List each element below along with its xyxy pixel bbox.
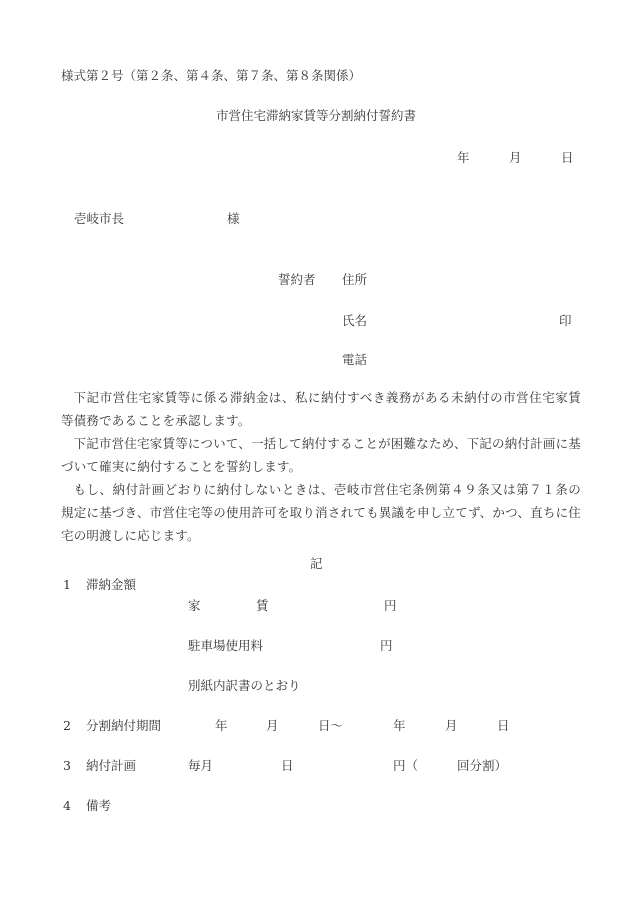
item3-label: 納付計画 — [86, 758, 137, 773]
item4-label: 備考 — [86, 798, 112, 813]
payment-yen-label: 円（ — [393, 758, 419, 773]
body-paragraph-3: もし、納付計画どおりに納付しないときは、壱岐市営住宅条例第４９条又は第７１条の規定に基づき、市営住宅等の使用許可を取り消されても異議を申し立てず、かつ、直ちに住宅の明渡しに応じます。 — [61, 482, 581, 543]
parking-unit: 円 — [380, 638, 393, 653]
rent-label-2: 賃 — [256, 598, 269, 613]
monthly-label: 毎月 — [188, 758, 214, 773]
period-end-month: 月 — [445, 718, 458, 733]
form-label: 様式第２号（第２条、第４条、第７条、第８条関係） — [61, 68, 362, 83]
seal-label: 印 — [559, 313, 572, 328]
item1-number: 1 — [63, 577, 71, 592]
body-text — [61, 386, 581, 547]
parking-label: 駐車場使用料 — [188, 638, 264, 653]
date-month-label: 月 — [509, 150, 522, 165]
period-start-year: 年 — [215, 718, 228, 733]
rent-label-1: 家 — [188, 598, 201, 613]
addressee-name: 壱岐市長 — [74, 211, 125, 226]
item4-number: 4 — [63, 798, 71, 813]
period-start-day: 日～ — [318, 718, 344, 733]
date-day-label: 日 — [561, 150, 574, 165]
breakdown-note: 別紙内訳書のとおり — [188, 678, 301, 693]
document-title: 市営住宅滞納家賃等分割納付誓約書 — [216, 108, 417, 123]
period-start-month: 月 — [266, 718, 279, 733]
name-label: 氏名 — [342, 313, 368, 328]
period-end-year: 年 — [393, 718, 406, 733]
body-paragraph-2: 下記市営住宅家賃等について、一括して納付することが困難なため、下記の納付計画に基づいて確実に納付することを誓約します。 — [61, 436, 581, 474]
address-label: 住所 — [342, 272, 368, 287]
pledger-label: 誓約者 — [278, 272, 316, 287]
addressee-honorific: 様 — [227, 211, 240, 226]
period-end-day: 日 — [497, 718, 510, 733]
rent-unit: 円 — [384, 598, 397, 613]
item3-number: 3 — [63, 758, 71, 773]
item1-label: 滞納金額 — [86, 577, 137, 592]
payment-day-label: 日 — [281, 758, 294, 773]
item2-number: 2 — [63, 718, 71, 733]
body-paragraph-1: 下記市営住宅家賃等に係る滞納金は、私に納付すべき義務がある未納付の市営住宅家賃等債務であることを承認します。 — [61, 390, 581, 428]
item2-label: 分割納付期間 — [86, 718, 162, 733]
phone-label: 電話 — [342, 352, 368, 367]
installments-label: 回分割） — [457, 758, 508, 773]
ki-heading: 記 — [310, 556, 323, 571]
date-year-label: 年 — [457, 150, 470, 165]
